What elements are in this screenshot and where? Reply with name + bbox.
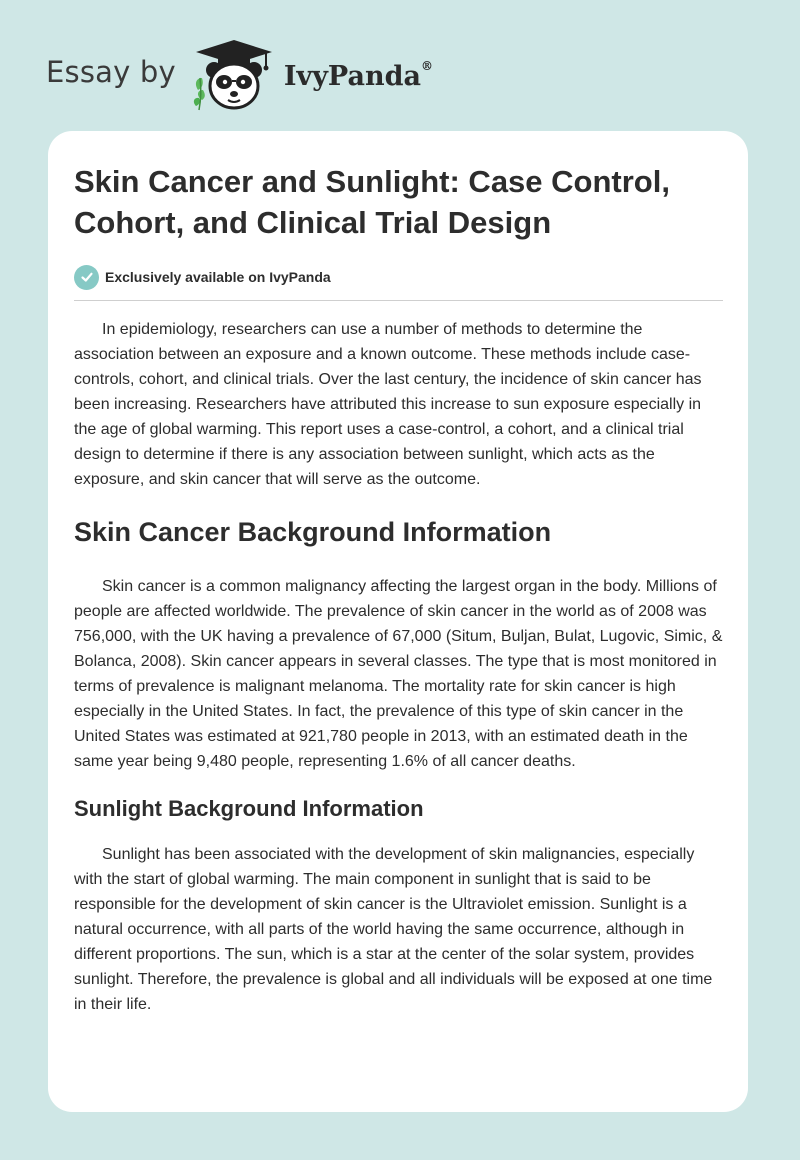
check-circle-icon	[74, 265, 99, 290]
exclusive-badge-label: Exclusively available on IvyPanda	[105, 269, 331, 285]
registered-mark: ®	[420, 58, 433, 73]
exclusive-badge	[74, 264, 723, 290]
article-content	[74, 161, 723, 1017]
panda-graduate-icon[interactable]	[188, 34, 280, 114]
section-heading-sunlight: Sunlight Background Information	[74, 796, 424, 821]
article-card	[48, 131, 748, 1112]
brand-logo-text[interactable]	[283, 58, 433, 92]
sunlight-paragraph: Sunlight has been associated with the development of skin malignancies, especially with the start of global warming. The main component in sunlight that is said to be responsible for the development of skin cancer is the Ultraviolet emission. Sunlight is a natural occurrence, with all parts of the world having the same occurrence, although in different proportions. The sun, which is a star at the center of the solar system, provides sunlight. Therefore, the prevalence is global and all individuals will be exposed at one time in their life.	[74, 846, 713, 1013]
brand-name: IvyPanda	[283, 60, 421, 92]
section-heading-skin-cancer: Skin Cancer Background Information	[74, 517, 552, 547]
site-header	[46, 34, 433, 114]
title-divider	[74, 300, 723, 301]
skin-cancer-paragraph: Skin cancer is a common malignancy affecting the largest organ in the body. Millions of people are affected worldwide. The prevalence of skin cancer in the world as of 2008 was 756,000, with the UK having a prevalence of 67,000 (Situm, Buljan, Bulat, Lugovic, Simic, & Bolanca, 2008). Skin cancer appears in several classes. The type that is most monitored in terms of prevalence is malignant melanoma. The mortality rate for skin cancer is high especially in the United States. In fact, the prevalence of this type of skin cancer in the United States was estimated at 921,780 people in 2013, with an estimated death in the same year being 9,480 people, representing 1.6% of all cancer deaths.	[74, 578, 723, 770]
article-title: Skin Cancer and Sunlight: Case Control, Cohort, and Clinical Trial Design	[74, 164, 670, 240]
essay-by-label: Essay by	[46, 55, 176, 89]
intro-paragraph: In epidemiology, researchers can use a number of methods to determine the association between an exposure and a known outcome. These methods include case-controls, cohort, and clinical trials. Over the last century, the incidence of skin cancer has been increasing. Researchers have attributed this increase to sun exposure especially in the age of global warming. This report uses a case-control, a cohort, and a clinical trial design to determine if there is any association between sunlight, which acts as the exposure, and skin cancer that will serve as the outcome.	[74, 321, 702, 488]
